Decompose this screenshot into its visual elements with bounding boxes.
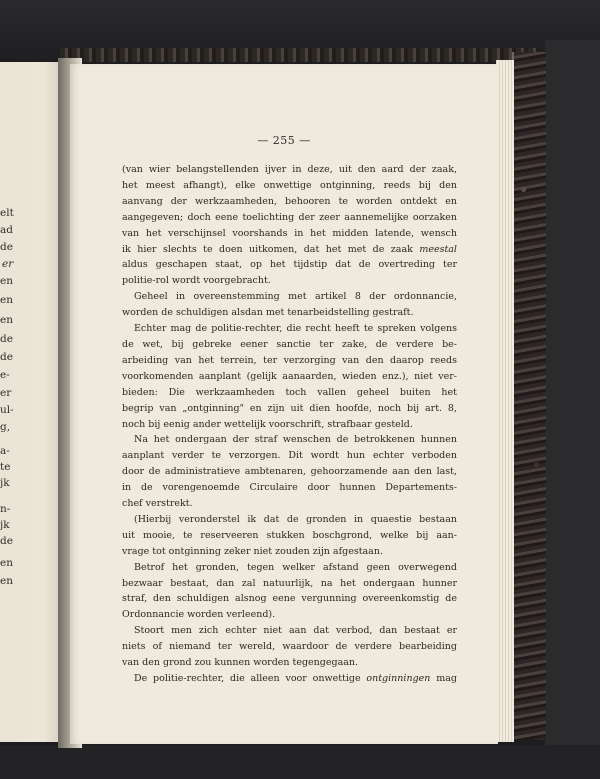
text-line-main: uit mooie, te reserveeren stukken boschgrond, welke bij aan- — [122, 529, 457, 541]
text-line-main: begrip van „ontginning" en zijn uit dien hoofde, noch bij art. 8, — [122, 402, 457, 414]
text-line-main: van den grond zou kunnen worden tegengegaan. — [122, 657, 359, 669]
text-line-main: Geheel in overeenstemming met artikel 8 der ordonnancie, — [134, 291, 457, 303]
text-line — [122, 607, 457, 623]
text-line — [122, 560, 457, 576]
text-line-main: aldus geschapen staat, op het tijdstip dat de overtreding ter — [122, 259, 457, 271]
book-page — [70, 64, 498, 744]
text-line — [122, 257, 457, 273]
previous-page-fragment: en — [0, 314, 13, 326]
text-line — [122, 512, 457, 528]
text-line-main: vrage tot ontginning zeker niet zouden zijn afgestaan. — [122, 545, 383, 557]
text-line-main: De politie-rechter, die alleen voor onwettige — [134, 673, 361, 684]
text-line — [122, 448, 457, 464]
background-right — [545, 40, 600, 779]
text-line-main: chef verstrekt. — [122, 498, 193, 510]
text-line — [122, 591, 457, 607]
text-line — [122, 417, 457, 433]
text-line — [122, 655, 457, 671]
text-line — [122, 369, 457, 385]
text-line — [122, 496, 457, 512]
text-line-main: bezwaar bestaat, dan zal natuurlijk, na het ondergaan hunner — [122, 577, 457, 589]
previous-page-fragment: en — [0, 575, 13, 587]
text-line — [122, 353, 457, 369]
text-line — [122, 576, 457, 592]
text-line-main: politie-rol wordt voorgebracht. — [122, 275, 271, 287]
text-line-tail: mag — [436, 673, 457, 684]
page-number: — 255 — — [257, 134, 311, 147]
text-line-italic: meestal — [419, 243, 457, 255]
page-edges-stack — [496, 60, 514, 742]
text-line — [122, 242, 457, 258]
previous-page-fragment: er — [2, 258, 14, 270]
text-line — [122, 321, 457, 337]
previous-page-fragment: en — [0, 557, 13, 569]
previous-page-fragment: a- — [0, 445, 10, 457]
text-line-main: voorkomenden aanplant (gelijk aanaarden, wieden enz.), niet ver- — [122, 370, 457, 382]
previous-page-fragment: n- — [0, 503, 11, 515]
text-line-main: van het verschijnsel voorshands in het midden latende, wensch — [122, 227, 457, 239]
previous-page-fragment: ad — [0, 224, 13, 236]
previous-page-fragment: jk — [0, 519, 10, 531]
text-line — [122, 289, 457, 305]
previous-page-fragment: jk — [0, 477, 10, 489]
text-line-main: bieden: Die werkzaamheden toch vallen geheel buiten het — [122, 386, 457, 398]
text-line-main: het meest afhangt), elke onwettige ontginning, reeds bij den — [122, 179, 457, 191]
text-line-main: aangegeven; doch eene toelichting der zeer aannemelijke oorzaken — [122, 211, 457, 223]
text-line-main: Ordonnancie worden verleend). — [122, 609, 276, 621]
text-line-main: door de administratieve ambtenaren, gehoorzamende aan den last, — [122, 466, 457, 478]
previous-page — [0, 62, 62, 742]
previous-page-fragment: ul- — [0, 404, 14, 416]
text-line — [122, 480, 457, 496]
previous-page-fragment: de — [0, 241, 13, 253]
text-line — [122, 401, 457, 417]
text-line-main: aanvang der werkzaamheden, behooren te worden ontdekt en — [122, 195, 457, 207]
text-line — [122, 305, 457, 321]
text-line-main: (van wier belangstellenden ijver in deze, uit den aard der zaak, — [122, 164, 457, 175]
text-line — [122, 385, 457, 401]
previous-page-fragment: de — [0, 351, 13, 363]
text-line-main: aanplant verder te verzorgen. Dit wordt hun echter verboden — [122, 450, 457, 462]
text-line-main: straf, den schuldigen alsnog eene vergunning overeenkomstig de — [122, 593, 457, 605]
body-text — [122, 162, 457, 687]
previous-page-fragment: de — [0, 333, 13, 345]
text-line-main: Stoort men zich echter niet aan dat verbod, dan bestaat er — [134, 625, 457, 637]
text-line-italic: ontginningen — [366, 673, 431, 684]
text-line-main: (Hierbij veronderstel ik dat de gronden in quaestie bestaan — [134, 513, 457, 525]
text-line-main: niets of niemand ter wereld, waardoor de verdere bearbeiding — [122, 641, 457, 653]
text-line-main: Echter mag de politie-rechter, die recht heeft te spreken volgens — [134, 323, 457, 335]
text-line-main: de wet, bij gebreke eener sanctie ter zake, de verdere be- — [122, 338, 457, 350]
text-line — [122, 671, 457, 687]
text-line — [122, 623, 457, 639]
text-line — [122, 464, 457, 480]
previous-page-fragment: er — [0, 387, 12, 399]
text-line-main: arbeiding van het terrein, ter verzorging van den daarop reeds — [122, 354, 457, 366]
background-bottom — [0, 745, 600, 779]
text-line-main: ik hier slechts te doen uitkomen, dat het met de zaak — [122, 243, 413, 255]
book-cover-marbled-edge — [512, 52, 546, 740]
text-line-main: worden de schuldigen alsdan met tenarbeidstelling gestraft. — [122, 307, 414, 319]
previous-page-fragment: e- — [0, 369, 10, 381]
text-line — [122, 639, 457, 655]
book-cover-top-edge — [60, 48, 540, 62]
text-line — [122, 337, 457, 353]
text-line — [122, 210, 457, 226]
previous-page-fragment: te — [0, 461, 11, 473]
text-line — [122, 162, 457, 178]
text-line-main: Na het ondergaan der straf wenschen de betrokkenen hunnen — [134, 434, 457, 446]
previous-page-fragment: en — [0, 294, 13, 306]
text-line — [122, 528, 457, 544]
previous-page-fragment: g, — [0, 421, 11, 433]
text-line — [122, 178, 457, 194]
previous-page-fragment: en — [0, 275, 13, 287]
text-line-main: Betrof het gronden, tegen welker afstand geen overwegend — [134, 561, 457, 573]
previous-page-fragment: de — [0, 535, 13, 547]
text-line — [122, 432, 457, 448]
text-line-main: noch bij eenig ander wettelijk voorschrift, strafbaar gesteld. — [122, 418, 413, 430]
text-line — [122, 194, 457, 210]
previous-page-fragment: elt — [0, 207, 14, 219]
text-line — [122, 273, 457, 289]
text-line — [122, 226, 457, 242]
text-line — [122, 544, 457, 560]
text-line-main: in de vorengenoemde Circulaire door hunnen Departements- — [122, 482, 457, 494]
